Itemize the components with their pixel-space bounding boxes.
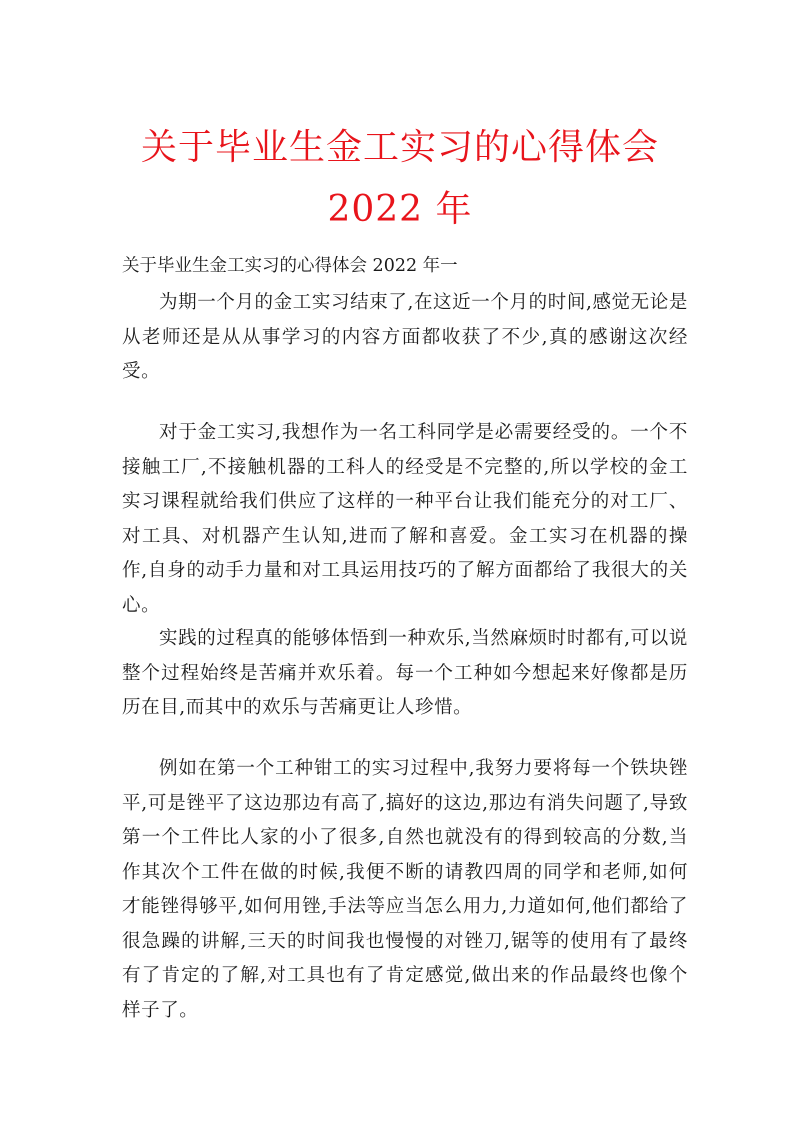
paragraph-3: 实践的过程真的能够体悟到一种欢乐,当然麻烦时时都有,可以说整个过程始终是苦痛并欢乐着。每一个工种如今想起来好像都是历历在目,而其中的欢乐与苦痛更让人珍惜。 <box>122 628 688 718</box>
paragraph-4: 例如在第一个工种钳工的实习过程中,我努力要将每一个铁块锉平,可是锉平了这边那边有高了,搞好的这边,那边有消失问题了,导致第一个工件比人家的小了很多,自然也就没有的得到较高的分数,当作其次个工件在做的时候,我便不断的请教四周的同学和老师,如何才能锉得够平,如何用锉,手法等应当怎么用力,力道如何,他们都给了很急躁的讲解,三天的时间我也慢慢的对锉刀,锯等的使用有了最终有了肯定的了解,对工具也有了肯定感觉,做出来的作品最终也像个样子了。 <box>122 758 688 1021</box>
paragraph-1: 为期一个月的金工实习结束了,在这近一个月的时间,感觉无论是从老师还是从从事学习的内容方面都收获了不少,真的感谢这次经受。 <box>122 292 688 382</box>
document-title-line-2: 2022 年 <box>327 189 473 230</box>
document-subtitle: 关于毕业生金工实习的心得体会 2022 年一 <box>122 256 458 276</box>
paragraph-2: 对于金工实习,我想作为一名工科同学是必需要经受的。一个不接触工厂,不接触机器的工科人的经受是不完整的,所以学校的金工实习课程就给我们供应了这样的一种平台让我们能充分的对工厂、对工具、对机器产生认知,进而了解和喜爱。金工实习在机器的操作,自身的动手力量和对工具运用技巧的了解方面都给了我很大的关心。 <box>122 422 688 616</box>
document-title-line-1: 关于毕业生金工实习的心得体会 <box>140 127 659 168</box>
